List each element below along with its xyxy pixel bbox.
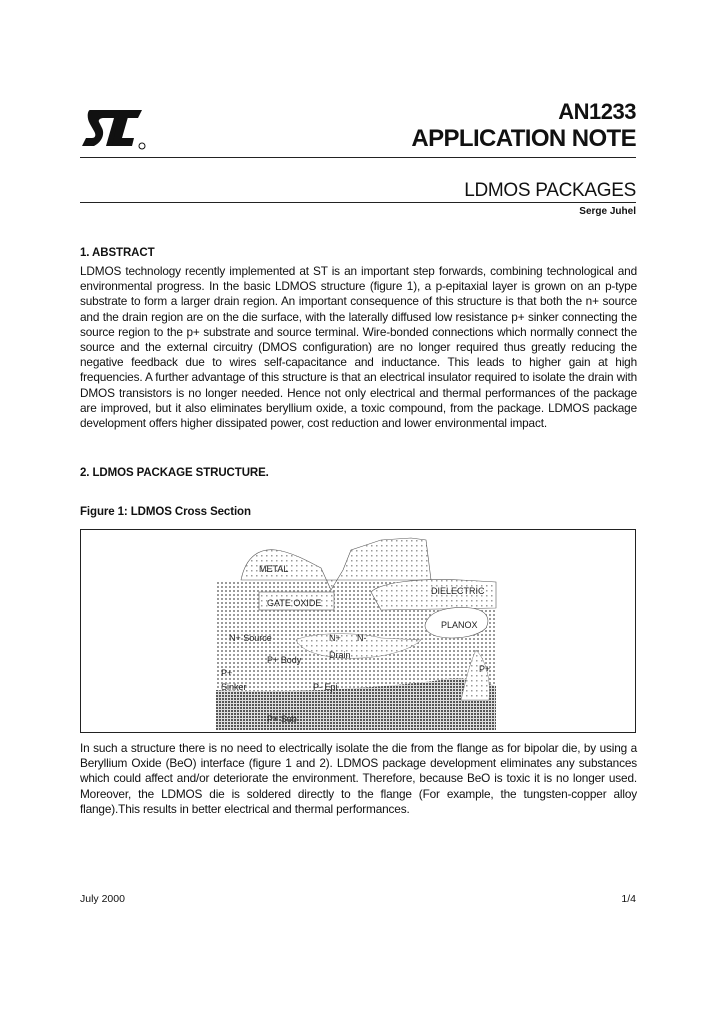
label-p-body: P+ Body bbox=[267, 655, 302, 665]
footer-date: July 2000 bbox=[80, 893, 125, 905]
label-dielectric: DIELECTRIC bbox=[431, 586, 485, 596]
section-heading-abstract: 1. ABSTRACT bbox=[80, 247, 155, 259]
label-gate-oxide: GATE OXIDE bbox=[267, 598, 322, 608]
label-substrate: P+ Sub bbox=[267, 714, 297, 724]
author: Serge Juhel bbox=[579, 206, 636, 217]
label-drain: Drain bbox=[329, 650, 351, 660]
header-divider bbox=[80, 157, 636, 158]
label-planox: PLANOX bbox=[441, 620, 478, 630]
label-metal: METAL bbox=[259, 564, 289, 574]
label-drain-n-minus: N- bbox=[357, 633, 367, 643]
section-heading-structure: 2. LDMOS PACKAGE STRUCTURE. bbox=[80, 467, 269, 479]
page-title: LDMOS PACKAGES bbox=[464, 180, 636, 201]
page-number: 1/4 bbox=[621, 893, 636, 905]
ldmos-cross-section-diagram bbox=[81, 530, 635, 732]
title-divider bbox=[80, 202, 636, 203]
figure-frame bbox=[80, 529, 636, 733]
figure-caption: Figure 1: LDMOS Cross Section bbox=[80, 506, 251, 518]
st-logo-icon bbox=[80, 104, 150, 156]
label-p-plus-right: P+ bbox=[479, 664, 491, 674]
label-drain-n-plus: N+ bbox=[329, 633, 341, 643]
label-source: N+ Source bbox=[229, 633, 272, 643]
label-sinker: Sinker bbox=[221, 682, 247, 692]
section-body-abstract: LDMOS technology recently implemented at ST is an important step forwards, combining technological and environmental progress. In the basic LDMOS structure (figure 1), a p-epitaxial layer is grown on an p-type substrate to form a larger drain region. An important consequence of this structure is that both the n+ source and the drain region are on the die surface, with the laterally diffused low resistance p+ sinker connecting the source region to the p+ substrate and source terminal. Wire-bonded connections which normally connect the source and the external circuitry (DMOS configuration) are no longer required thus greatly reducing the negative feedback due to wires self-capacitance and inductance. This leads to higher gain at high frequencies. A further advantage of this structure is that an electrical insulator required to isolate the drain with DMOS transistors is no longer needed. Hence not only electrical and thermal performances of the package are improved, but it also eliminates beryllium oxide, a toxic compound, from the package. LDMOS package development offers higher dissipated power, cost reduction and lower environmental impact. bbox=[80, 264, 637, 431]
section-body-structure: In such a structure there is no need to electrically isolate the die from the flange as for bipolar die, by using a Beryllium Oxide (BeO) interface (figure 1 and 2). LDMOS package development eliminates any substances which could affect and/or deteriorate the environment. Therefore, because BeO is toxic it is no longer used. Moreover, the LDMOS die is soldered directly to the flange (For example, the tungsten-copper alloy flange).This results in better electrical and thermal performances. bbox=[80, 741, 637, 816]
label-p-epi: P- Epi bbox=[313, 682, 338, 692]
label-p-sinker-p: P+ bbox=[221, 668, 233, 678]
document-id: AN1233 bbox=[558, 99, 636, 124]
document-type: APPLICATION NOTE bbox=[411, 125, 636, 152]
